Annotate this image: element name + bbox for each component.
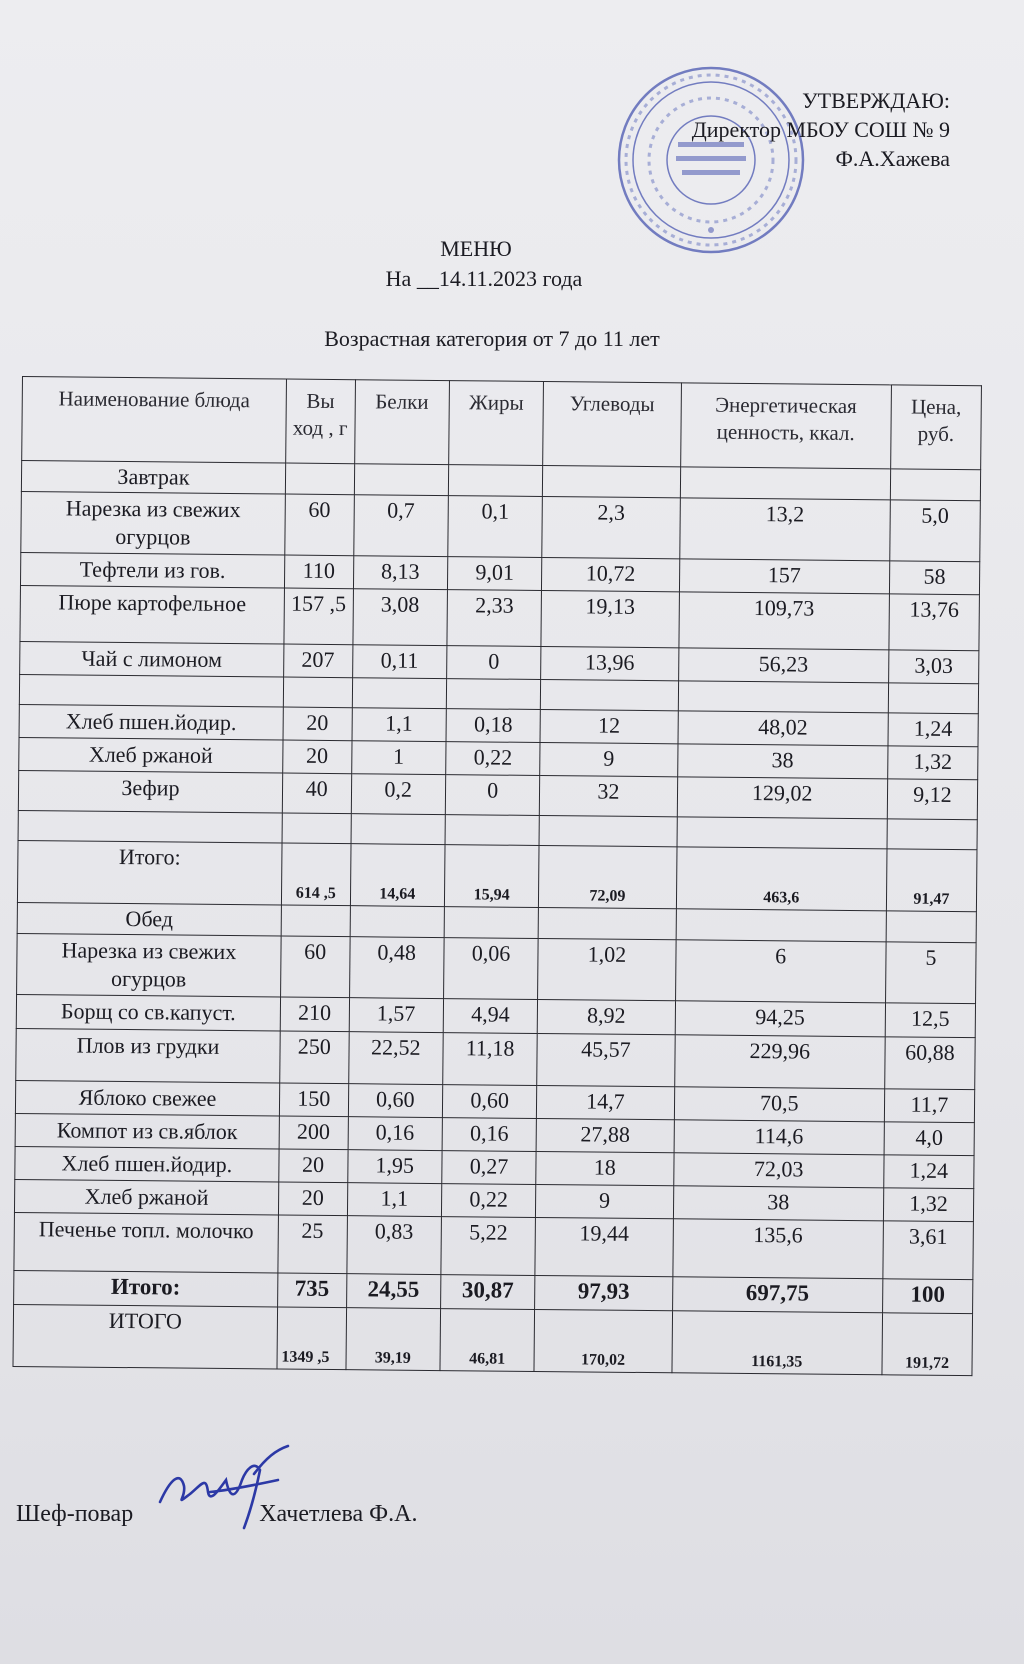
cell-fat: 15,94 [444,845,539,908]
cell-fat: 2,33 [447,590,542,647]
cell-yield: 735 [277,1273,346,1308]
cell-carbs: 10,72 [542,558,680,592]
cell-fat: 11,18 [443,1033,538,1086]
cell-protein: 1,95 [347,1150,442,1184]
cell-fat: 0,1 [448,496,543,558]
chef-name: Хачетлева Ф.А. [259,1501,418,1527]
cell-price: 5,0 [890,500,981,562]
cell-price [888,683,978,714]
cell-carbs: 8,92 [538,999,676,1034]
cell-yield: 207 [283,644,352,678]
cell-protein: 0,7 [353,495,448,557]
cell-protein: 24,55 [346,1274,441,1309]
cell-fat: 9,01 [447,557,542,591]
cell-protein: 0,60 [348,1084,443,1118]
dish-name: Хлеб ржаной [14,1179,278,1215]
approval-line-director: Директор МБОУ СОШ № 9 [691,117,950,142]
cell-energy: 38 [677,744,888,779]
cell-carbs: 97,93 [535,1275,673,1310]
cell-yield: 60 [285,494,354,556]
cell-price: 5 [885,942,976,1004]
cell-yield: 157 ,5 [284,588,353,645]
cell-yield: 150 [279,1083,348,1117]
cell-fat: 0,16 [442,1118,537,1152]
cell-fat [445,815,540,846]
cell-yield: 20 [283,740,352,774]
table-row [14,1212,974,1279]
approval-line-name: Ф.А.Хажева [835,146,950,171]
cell-energy: 6 [675,940,886,1003]
col-header-price: Цена, руб. [890,385,981,470]
dish-name: Яблоко свежее [15,1080,279,1116]
dish-name: Плов из грудки [16,1028,280,1083]
cell-fat [446,679,541,710]
cell-fat: 0,60 [442,1085,537,1119]
cell-protein: 0,2 [351,774,446,815]
header-row [22,377,982,470]
cell-carbs: 14,7 [537,1085,675,1119]
cell-carbs: 9 [540,742,678,776]
cell-fat: 0,18 [446,709,541,743]
cell-energy: 94,25 [675,1001,886,1037]
dish-name [19,674,283,707]
cell-protein: 0,48 [349,937,444,999]
col-header-fat: Жиры [449,381,544,466]
cell-protein: 0,11 [352,645,447,679]
cell-energy: 114,6 [674,1120,885,1155]
cell-energy: 48,02 [678,711,889,746]
table-row [16,1028,975,1089]
cell-energy: 72,03 [673,1153,884,1188]
cell-price: 1,24 [884,1155,974,1189]
menu-date: На __14.11.2023 года [385,266,583,291]
cell-carbs: 72,09 [539,845,677,908]
cell-carbs: 19,13 [541,590,679,647]
menu-table [12,376,981,1376]
cell-carbs: 170,02 [534,1309,672,1372]
cell-protein: 8,13 [353,556,448,590]
cell-energy: 1161,35 [672,1311,883,1375]
cell-price: 3,61 [883,1221,974,1280]
cell-yield: 20 [279,1149,348,1183]
cell-protein: 39,19 [345,1308,440,1371]
cell-energy: 13,2 [679,498,890,561]
cell-carbs: 9 [536,1184,674,1218]
cell-carbs [541,679,679,710]
cell-protein: 1 [351,741,446,775]
cell-carbs: 13,96 [541,646,679,680]
total-label: ИТОГО [13,1304,277,1369]
cell-carbs: 12 [540,709,678,743]
cell-protein: 3,08 [352,589,447,646]
cell-energy: 157 [679,559,890,594]
cell-price: 13,76 [889,594,980,651]
cell-protein: 0,16 [348,1117,443,1151]
dish-name: Компот из св.яблок [15,1113,279,1149]
cell-fat: 0,06 [443,938,538,1000]
cell-price: 4,0 [884,1122,974,1156]
cell-fat: 0,22 [446,742,541,776]
cell-carbs: 32 [540,775,678,816]
cell-protein [351,814,446,845]
cell-protein: 1,1 [347,1183,442,1217]
cell-energy: 697,75 [672,1277,883,1313]
age-category: Возрастная категория от 7 до 11 лет [324,326,660,351]
cell-energy: 463,6 [676,847,887,911]
cell-protein [352,678,447,709]
cell-price: 191,72 [882,1313,973,1376]
cell-energy: 109,73 [679,592,890,650]
cell-price [887,819,977,850]
cell-fat: 46,81 [440,1309,535,1372]
cell-yield: 1349 ,5 [277,1307,346,1370]
approval-block [692,86,950,173]
dish-name: Чай с лимоном [20,641,284,677]
dish-name: Хлеб ржаной [19,737,283,773]
chef-signature [150,1440,300,1540]
total-label: Итого: [17,840,281,905]
cell-energy [677,817,888,849]
cell-price: 58 [889,561,979,595]
dish-name: Нарезка из свежих огурцов [21,491,285,555]
dish-name: Тефтели из гов. [20,552,284,588]
cell-protein: 22,52 [348,1032,443,1085]
cell-carbs: 1,02 [538,938,676,1000]
cell-energy: 135,6 [672,1219,883,1279]
dish-name: Хлеб пшен.йодир. [15,1146,279,1182]
cell-protein: 14,64 [350,844,445,907]
cell-yield [282,813,351,844]
cell-yield: 250 [280,1031,349,1084]
dish-name: Пюре картофельное [20,585,284,644]
cell-energy: 129,02 [677,777,888,819]
cell-carbs [539,815,677,846]
cell-yield: 614 ,5 [281,843,350,906]
cell-fat: 5,22 [441,1217,536,1276]
cell-price: 1,32 [888,746,978,780]
cell-fat: 0,27 [442,1151,537,1185]
cell-yield: 40 [282,773,351,814]
cell-price: 91,47 [886,849,977,912]
cell-price: 1,24 [888,713,978,747]
col-header-name: Наименование блюда [22,377,287,464]
table-row [13,1304,973,1375]
cell-price: 1,32 [883,1188,973,1222]
cell-yield [283,677,352,708]
cell-energy: 38 [673,1186,884,1221]
cell-yield: 20 [278,1182,347,1216]
dish-name: Борщ со св.капуст. [16,994,280,1031]
table-row [17,840,977,911]
cell-carbs: 45,57 [537,1033,675,1086]
cell-carbs: 18 [536,1151,674,1185]
dish-name [18,810,282,843]
cell-energy: 56,23 [678,648,889,683]
col-header-protein: Белки [354,380,449,465]
table-row [17,933,977,1003]
cell-price: 9,12 [887,779,978,820]
cell-carbs: 19,44 [535,1217,673,1276]
cell-price: 100 [882,1279,972,1314]
dish-name: Хлеб пшен.йодир. [19,704,283,740]
cell-fat: 30,87 [440,1275,535,1310]
section-label: Завтрак [21,461,285,495]
col-header-yield: Вы ход , г [286,379,355,464]
cell-fat: 0 [445,775,540,816]
cell-price: 12,5 [885,1003,975,1038]
section-label: Обед [17,902,281,936]
document-title: МЕНЮ [440,236,512,261]
dish-name: Печенье топл. молочко [14,1212,278,1273]
cell-fat: 4,94 [443,999,538,1034]
cell-carbs: 2,3 [542,497,680,559]
cell-fat: 0,22 [441,1184,536,1218]
cell-protein: 1,1 [352,708,447,742]
cell-protein: 1,57 [349,998,444,1033]
cell-yield: 60 [280,936,349,998]
cell-fat: 0 [447,646,542,680]
col-header-carbs: Углеводы [543,382,681,467]
approval-line-approve: УТВЕРЖДАЮ: [802,88,950,113]
cell-yield: 25 [278,1215,347,1274]
total-label: Итого: [14,1270,278,1307]
table-row [20,585,979,650]
dish-name: Зефир [18,770,282,813]
dish-name: Нарезка из свежих огурцов [17,933,281,997]
cell-price: 3,03 [888,650,978,684]
cell-yield: 210 [280,997,349,1032]
cell-energy: 70,5 [674,1087,885,1122]
cell-yield: 200 [279,1116,348,1150]
cell-yield: 110 [284,555,353,589]
chef-role: Шеф-повар [16,1501,134,1527]
table-row [21,491,981,561]
cell-price: 11,7 [884,1089,974,1123]
cell-energy: 229,96 [674,1035,885,1089]
cell-carbs: 27,88 [536,1118,674,1152]
cell-price: 60,88 [885,1037,976,1090]
col-header-energy: Энергетическая ценность, ккал. [680,383,891,469]
cell-protein: 0,83 [346,1216,441,1275]
cell-energy [678,681,889,713]
cell-yield: 20 [283,707,352,741]
